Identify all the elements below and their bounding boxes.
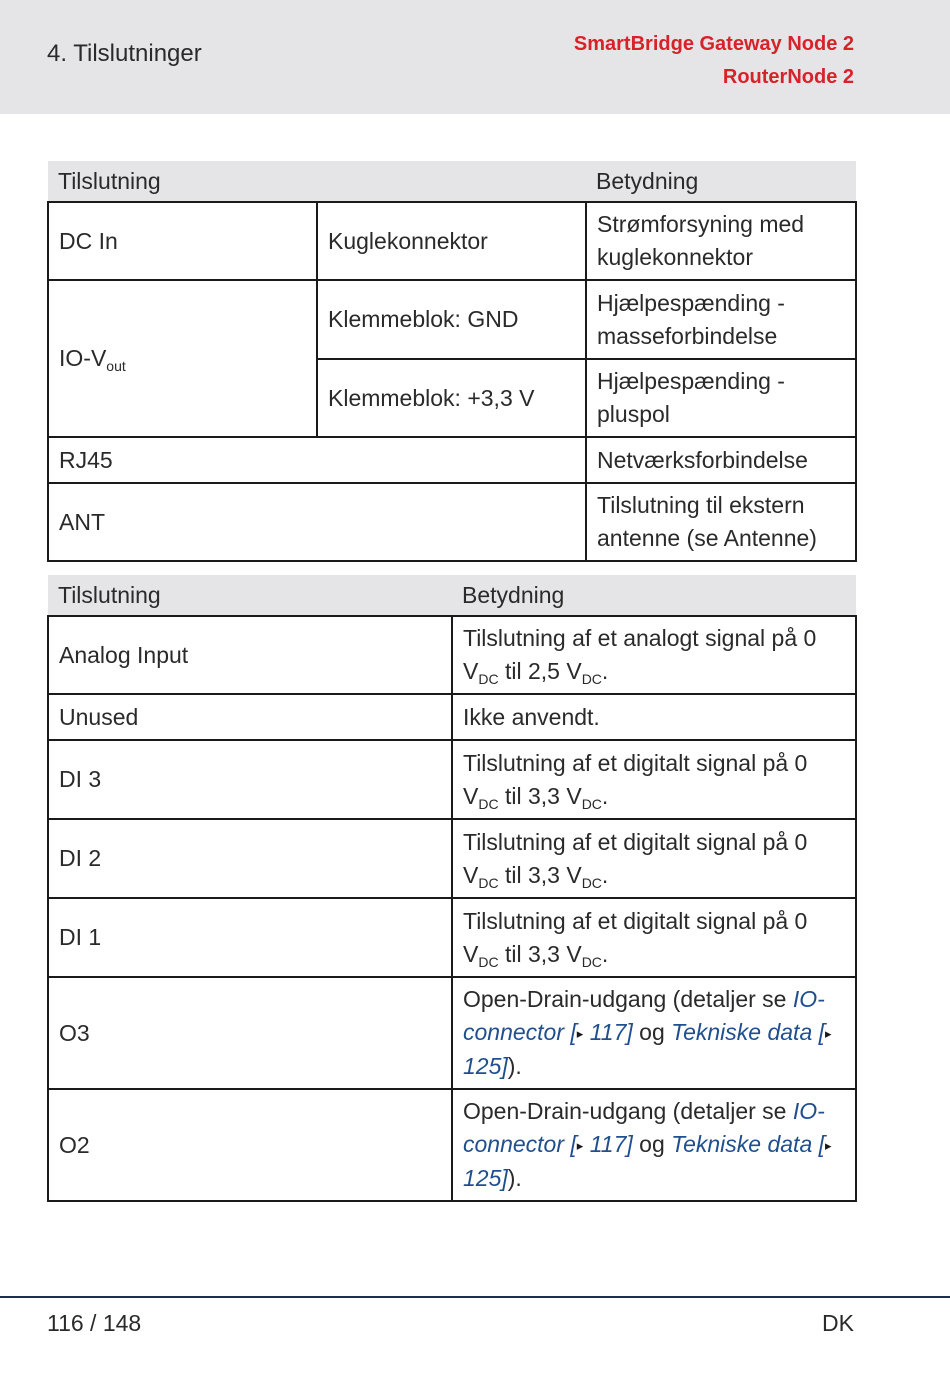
- subscript: DC: [581, 671, 602, 687]
- header-cell-connection: Tilslutning: [48, 161, 586, 202]
- meaning-text: til 3,3 V: [498, 782, 582, 809]
- cell-connection: DC In: [48, 202, 317, 280]
- meaning-text: Tilslutning af et digitalt signal på 0 V: [463, 907, 808, 967]
- cell-meaning: Hjælpespænding - pluspol: [586, 359, 856, 437]
- triangle-right-icon: ▸: [576, 1138, 584, 1153]
- meaning-text: Tilslutning af et digitalt signal på 0 V: [463, 828, 808, 888]
- meaning-text: Tilslutning af et digitalt signal på 0 V: [463, 749, 808, 809]
- chapter-title: 4. Tilslutninger: [47, 40, 202, 67]
- cell-connection: DI 1: [48, 898, 452, 977]
- subscript: DC: [478, 795, 499, 812]
- link-text: Tekniske data [: [671, 1131, 826, 1157]
- cell-connection: Unused: [48, 694, 452, 740]
- table-row: [48, 898, 856, 977]
- meaning-text: ).: [507, 1053, 522, 1079]
- meaning-text: Open-Drain-udgang (detaljer se: [463, 986, 793, 1012]
- product-line-1: SmartBridge Gateway Node 2: [573, 33, 854, 55]
- triangle-right-icon: ▸: [825, 1026, 832, 1041]
- cell-connection: DI 3: [48, 740, 452, 819]
- cell-connection: Analog Input: [48, 616, 452, 694]
- footer-divider: [0, 1296, 950, 1298]
- cell-meaning: Hjælpespænding - masseforbindelse: [586, 280, 856, 359]
- language-code: DK: [822, 1310, 854, 1336]
- cell-meaning: [452, 740, 856, 819]
- subscript: out: [106, 358, 126, 374]
- meaning-text: til 3,3 V: [498, 940, 582, 967]
- link-ref: 125]: [463, 1165, 508, 1191]
- cell-connection: O2: [48, 1089, 452, 1201]
- triangle-right-icon: ▸: [825, 1138, 832, 1153]
- table-row: [48, 616, 856, 694]
- cell-type: Klemmeblok: +3,3 V: [317, 359, 586, 437]
- link-ref: 125]: [463, 1053, 508, 1079]
- meaning-text: og: [632, 1131, 672, 1157]
- meaning-text: ).: [507, 1165, 522, 1191]
- table-row: [48, 280, 856, 359]
- cell-meaning: [452, 977, 856, 1089]
- subscript: DC: [581, 953, 602, 970]
- cell-connection: DI 2: [48, 819, 452, 898]
- link-text: IO-connector [: [463, 1098, 825, 1157]
- cell-connection: ANT: [48, 483, 586, 561]
- meaning-text: Open-Drain-udgang (detaljer se: [463, 1098, 793, 1124]
- cell-meaning: [452, 819, 856, 898]
- cell-meaning: [452, 616, 856, 694]
- cell-meaning: [452, 898, 856, 977]
- connections-table-2: [47, 575, 857, 1202]
- meaning-text: .: [601, 940, 609, 967]
- meaning-text: til 3,3 V: [498, 861, 582, 888]
- subscript: DC: [581, 795, 602, 812]
- table-row: [48, 694, 856, 740]
- link-text: IO-connector [: [463, 986, 825, 1045]
- cell-type: Kuglekonnektor: [317, 202, 586, 280]
- header-cell-connection: Tilslutning: [48, 575, 452, 616]
- cell-meaning: Ikke anvendt.: [452, 694, 856, 740]
- table-row: [48, 483, 856, 561]
- meaning-text: .: [601, 861, 609, 888]
- table-row: [48, 819, 856, 898]
- meaning-text: .: [601, 658, 609, 684]
- meaning-text: .: [601, 782, 609, 809]
- subscript: DC: [478, 671, 499, 687]
- link-text: Tekniske data [: [671, 1019, 826, 1045]
- page-number: 116 / 148: [47, 1310, 142, 1336]
- cell-meaning: Netværksforbindelse: [586, 437, 856, 483]
- subscript: DC: [581, 874, 602, 891]
- connections-table-1: [47, 161, 857, 562]
- header-cell-meaning: Betydning: [452, 575, 856, 616]
- meaning-text: Tilslutning af et analogt signal på 0 V: [463, 625, 817, 684]
- cell-meaning: [452, 1089, 856, 1201]
- table-row: [48, 437, 856, 483]
- triangle-right-icon: ▸: [576, 1026, 584, 1041]
- cell-meaning: Tilslutning til ekstern antenne (se Antenne): [586, 483, 856, 561]
- table-row: [48, 740, 856, 819]
- link-ref: 117]: [583, 1019, 633, 1045]
- cell-connection: RJ45: [48, 437, 586, 483]
- table-row: [48, 1089, 856, 1201]
- meaning-text: til 2,5 V: [498, 658, 582, 684]
- table-row: [48, 202, 856, 280]
- cell-meaning: Strømforsyning med kuglekonnektor: [586, 202, 856, 280]
- product-line-2: RouterNode 2: [722, 66, 854, 88]
- page-header: [0, 0, 950, 114]
- table-header-row: [48, 161, 856, 202]
- subscript: DC: [478, 874, 499, 891]
- meaning-text: og: [632, 1019, 672, 1045]
- header-cell-meaning: Betydning: [586, 161, 856, 202]
- table-row: [48, 977, 856, 1089]
- cell-connection: O3: [48, 977, 452, 1089]
- cell-connection: [48, 280, 317, 437]
- table-header-row: [48, 575, 856, 616]
- connection-label: IO-V: [59, 345, 107, 371]
- cell-type: Klemmeblok: GND: [317, 280, 586, 359]
- subscript: DC: [478, 953, 499, 970]
- link-ref: 117]: [583, 1131, 633, 1157]
- product-title: [574, 28, 854, 94]
